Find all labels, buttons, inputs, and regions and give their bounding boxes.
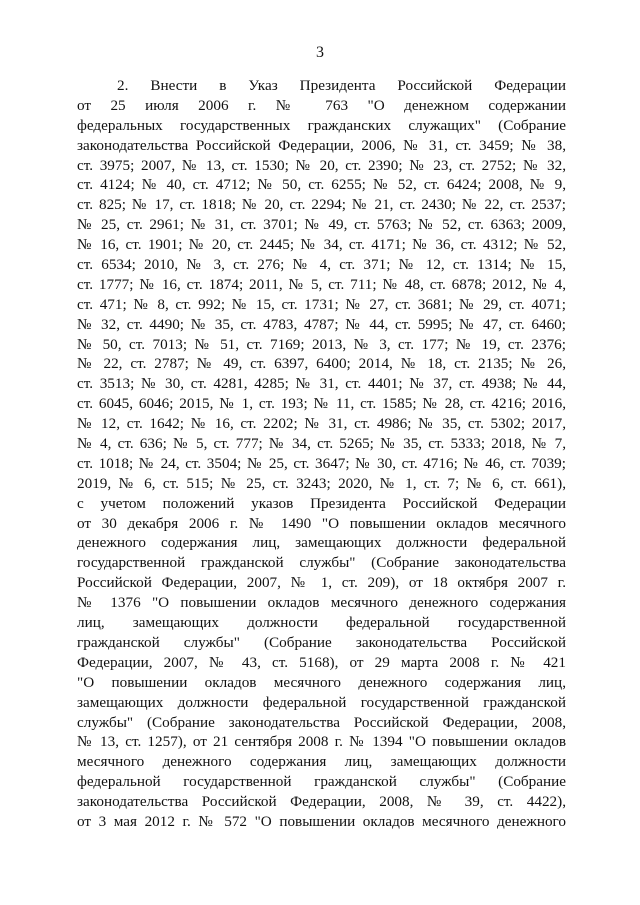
text-line: № 12, ст. 1642; № 16, ст. 2202; № 31, ст. 4986; № 35, ст. 5302; 2017, [77, 415, 566, 433]
text-line: ст. 3975; 2007, № 13, ст. 1530; № 20, ст. 2390; № 23, ст. 2752; № 32, [77, 156, 566, 174]
text-line: замещающих должности федеральной государственной гражданской [77, 693, 566, 711]
text-line: ст. 6045, 6046; 2015, № 1, ст. 193; № 11, ст. 1585; № 28, ст. 4216; 2016, [77, 395, 566, 413]
text-line: федеральной государственной гражданской службы" (Собрание [77, 773, 566, 791]
text-line: № 50, ст. 7013; № 51, ст. 7169; 2013, № 3, ст. 177; № 19, ст. 2376; [77, 335, 566, 353]
text-line: лиц, замещающих должности федеральной государственной [77, 614, 566, 632]
text-line: № 4, ст. 636; № 5, ст. 777; № 34, ст. 5265; № 35, ст. 5333; 2018, № 7, [77, 435, 566, 453]
text-line: гражданской службы" (Собрание законодательства Российской [77, 633, 566, 651]
text-line: месячного денежного содержания лиц, замещающих должности [77, 753, 566, 771]
text-line: ст. 4124; № 40, ст. 4712; № 50, ст. 6255; № 52, ст. 6424; 2008, № 9, [77, 176, 566, 194]
text-line: № 13, ст. 1257), от 21 сентября 2008 г. № 1394 "О повышении окладов [77, 733, 566, 751]
text-line: федеральных государственных гражданских служащих" (Собрание [77, 116, 566, 134]
text-line: от 3 мая 2012 г. № 572 "О повышении окладов месячного денежного [77, 812, 566, 830]
text-line: службы" (Собрание законодательства Российской Федерации, 2008, [77, 713, 566, 731]
text-line: № 25, ст. 2961; № 31, ст. 3701; № 49, ст. 5763; № 52, ст. 6363; 2009, [77, 216, 566, 234]
text-line: ст. 825; № 17, ст. 1818; № 20, ст. 2294; № 21, ст. 2430; № 22, ст. 2537; [77, 196, 566, 214]
text-line: ст. 471; № 8, ст. 992; № 15, ст. 1731; № 27, ст. 3681; № 29, ст. 4071; [77, 295, 566, 313]
text-line: 2. Внести в Указ Президента Российской Федерации [117, 77, 566, 94]
text-line: № 32, ст. 4490; № 35, ст. 4783, 4787; № 44, ст. 5995; № 47, ст. 6460; [77, 315, 566, 333]
text-line: ст. 1018; № 24, ст. 3504; № 25, ст. 3647; № 30, ст. 4716; № 46, ст. 7039; [77, 454, 566, 472]
text-line: Федерации, 2007, № 43, ст. 5168), от 29 марта 2008 г. № 421 [77, 653, 566, 671]
text-line: от 30 декабря 2006 г. № 1490 "О повышении окладов месячного [77, 514, 566, 532]
text-line: законодательства Российской Федерации, 2008, № 39, ст. 4422), [77, 793, 566, 811]
page-number: 3 [316, 44, 324, 61]
text-line: государственной гражданской службы" (Собрание законодательства [77, 554, 566, 572]
text-line: законодательства Российской Федерации, 2006, № 31, ст. 3459; № 38, [77, 136, 566, 154]
text-line: № 1376 "О повышении окладов месячного денежного содержания [77, 594, 566, 612]
text-line: Российской Федерации, 2007, № 1, ст. 209), от 18 октября 2007 г. [77, 574, 566, 592]
text-line: № 22, ст. 2787; № 49, ст. 6397, 6400; 2014, № 18, ст. 2135; № 26, [77, 355, 566, 373]
text-line: "О повышении окладов месячного денежного содержания лиц, [77, 673, 566, 691]
text-line: ст. 1777; № 16, ст. 1874; 2011, № 5, ст. 711; № 48, ст. 6878; 2012, № 4, [77, 275, 566, 293]
paragraph-item-2 [77, 76, 566, 832]
text-line: № 16, ст. 1901; № 20, ст. 2445; № 34, ст. 4171; № 36, ст. 4312; № 52, [77, 236, 566, 254]
text-line: ст. 3513; № 30, ст. 4281, 4285; № 31, ст. 4401; № 37, ст. 4938; № 44, [77, 375, 566, 393]
text-line: от 25 июля 2006 г. № 763 "О денежном содержании [77, 96, 566, 114]
text-line: 2019, № 6, ст. 515; № 25, ст. 3243; 2020, № 1, ст. 7; № 6, ст. 661), [77, 474, 566, 492]
text-line: денежного содержания лиц, замещающих должности федеральной [77, 534, 566, 552]
text-line: ст. 6534; 2010, № 3, ст. 276; № 4, ст. 371; № 12, ст. 1314; № 15, [77, 256, 566, 274]
text-line: с учетом положений указов Президента Российской Федерации [77, 494, 566, 512]
